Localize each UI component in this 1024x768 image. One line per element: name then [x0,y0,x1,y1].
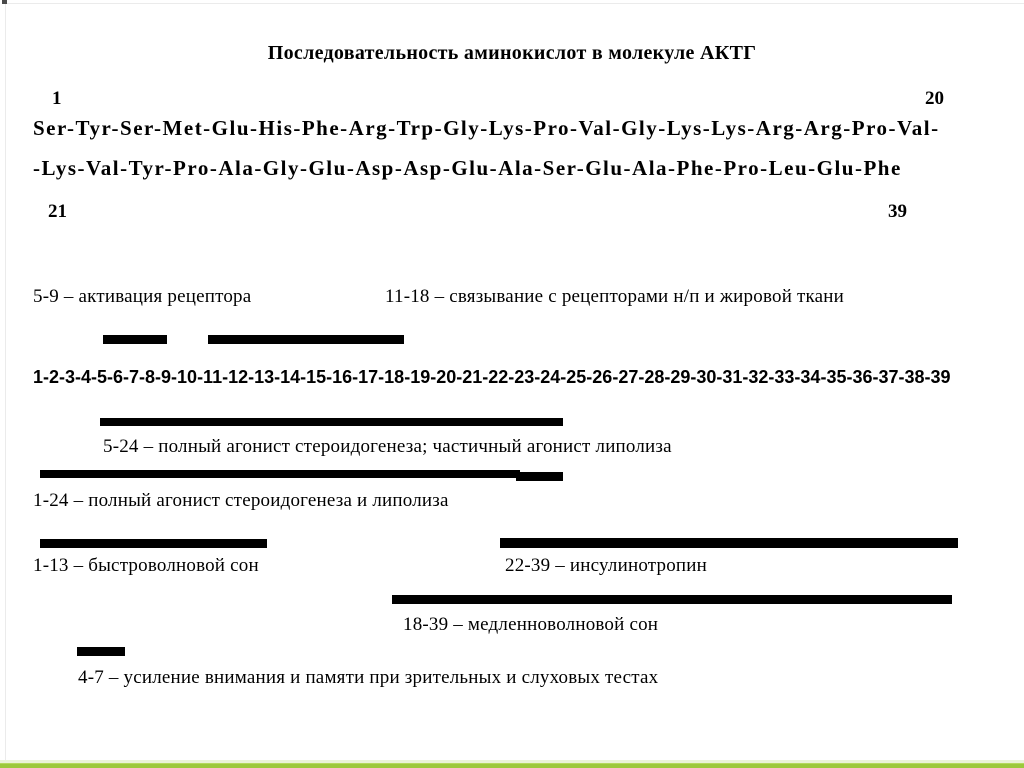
annotation-11-18: 11-18 – связывание с рецепторами н/п и жировой ткани [385,286,845,307]
region-bar-4-7 [77,647,125,656]
residue-scale: 1-2-3-4-5-6-7-8-9-10-11-12-13-14-15-16-17-18-19-20-21-22-23-24-25-26-27-28-29-30-31-32-33-34-35-36-37-38-39 [33,367,951,387]
annotation-5-9: 5-9 – активация рецептора [33,286,252,307]
residue-index-39: 39 [888,201,907,222]
residue-index-21: 21 [48,201,67,222]
annotation-4-7: 4-7 – усиление внимания и памяти при зрительных и слуховых тестах [78,667,659,688]
sequence-line-1: Ser-Tyr-Ser-Met-Glu-His-Phe-Arg-Trp-Gly-Lys-Pro-Val-Gly-Lys-Lys-Arg-Arg-Pro-Val- [33,116,940,140]
annotation-22-39: 22-39 – инсулинотропин [505,555,708,576]
annotation-18-39: 18-39 – медленноволновой сон [403,614,659,635]
annotation-1-24: 1-24 – полный агонист стероидогенеза и липолиза [33,490,449,511]
region-bar-18-39 [392,595,952,604]
corner-mark [2,0,7,4]
region-bar-1-24-tail [516,472,563,481]
residue-index-20: 20 [925,88,944,109]
annotation-5-24: 5-24 – полный агонист стероидогенеза; частичный агонист липолиза [103,436,672,457]
region-bar-1-13 [40,539,267,548]
region-bar-1-24 [40,470,520,478]
region-bar-5-24 [100,418,563,426]
region-bar-22-39 [500,538,958,548]
slide-border-left [5,0,6,767]
residue-index-1: 1 [52,88,62,109]
region-bar-5-9 [103,335,167,344]
region-bar-11-18 [208,335,404,344]
sequence-line-2: -Lys-Val-Tyr-Pro-Ala-Gly-Glu-Asp-Asp-Glu-Ala-Ser-Glu-Ala-Phe-Pro-Leu-Glu-Phe [33,156,902,180]
slide-border-top [5,3,1024,4]
slide-title: Последовательность аминокислот в молекуле АКТГ [267,42,757,64]
bottom-accent-strip [0,760,1024,767]
bottom-accent-line [0,763,1024,768]
annotation-1-13: 1-13 – быстроволновой сон [33,555,259,576]
